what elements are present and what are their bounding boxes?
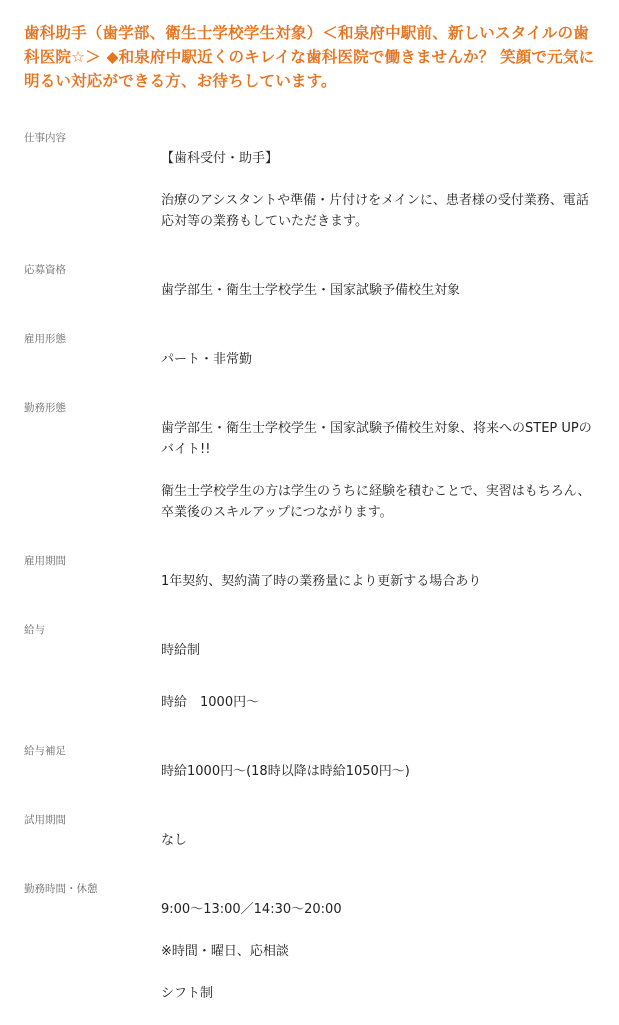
detail-value — [161, 809, 597, 872]
detail-value — [161, 550, 597, 613]
detail-label: 雇用形態 — [24, 333, 66, 345]
detail-row-qualifications — [24, 259, 597, 322]
job-title: 歯科助手（歯学部、衛生士学校学生対象）＜和泉府中駅前、新しいスタイルの歯科医院☆＞ ◆和泉府中駅近くのキレイな歯科医院で働きませんか？ 笑顔で元気に明るい対応ができる方、お待ちしています。 — [24, 24, 595, 90]
detail-value — [161, 397, 597, 544]
detail-value-line: なし — [161, 833, 188, 848]
detail-row-trial-period — [24, 809, 597, 872]
detail-value-line: ※時間・曜日、応相談 — [161, 944, 289, 959]
detail-label: 仕事内容 — [24, 132, 66, 144]
detail-row-salary — [24, 619, 597, 734]
detail-value-line: 9:00〜13:00／14:30〜20:00 — [161, 902, 342, 917]
detail-value-line: 治療のアシスタントや準備・片付けをメインに、患者様の受付業務、電話応対等の業務もしていただきます。 — [161, 193, 589, 229]
salary-amount: 時給 1000円〜 — [161, 695, 260, 710]
detail-label: 試用期間 — [24, 814, 66, 826]
detail-label: 給与 — [24, 624, 45, 636]
detail-value — [161, 619, 597, 734]
detail-row-employment-period — [24, 550, 597, 613]
detail-value — [161, 259, 597, 322]
detail-row-salary-notes — [24, 740, 597, 803]
detail-label: 勤務形態 — [24, 402, 66, 414]
detail-value-line: 歯学部生・衛生士学校学生・国家試験予備校生対象、将来へのSTEP UPのバイト!! — [161, 421, 592, 457]
detail-row-job-description — [24, 127, 597, 253]
detail-value-line: 衛生士学校学生の方は学生のうちに経験を積むことで、実習はもちろん、卒業後のスキルアップにつながります。 — [161, 484, 591, 520]
detail-value-line: パート・非常勤 — [161, 352, 253, 367]
detail-value-line: シフト制 — [161, 986, 214, 1001]
detail-value-line: 【歯科受付・助手】 — [161, 151, 279, 166]
detail-row-working-hours — [24, 878, 597, 1025]
detail-value-line: 時給1000円〜(18時以降は時給1050円〜) — [161, 764, 410, 779]
detail-label: 勤務時間・休憩 — [24, 883, 98, 895]
detail-value-line: 1年契約、契約満了時の業務量により更新する場合あり — [161, 574, 482, 589]
detail-row-work-style — [24, 397, 597, 544]
detail-label: 給与補足 — [24, 745, 66, 757]
job-details-list — [24, 127, 597, 1025]
detail-value-line: 歯学部生・衛生士学校学生・国家試験予備校生対象 — [161, 283, 461, 298]
detail-value — [161, 328, 597, 391]
detail-value — [161, 878, 597, 1025]
detail-value — [161, 740, 597, 803]
detail-value — [161, 127, 597, 253]
detail-label: 応募資格 — [24, 264, 66, 276]
detail-label: 雇用期間 — [24, 555, 66, 567]
detail-row-employment-type — [24, 328, 597, 391]
detail-value-line: 時給制 — [161, 643, 201, 658]
